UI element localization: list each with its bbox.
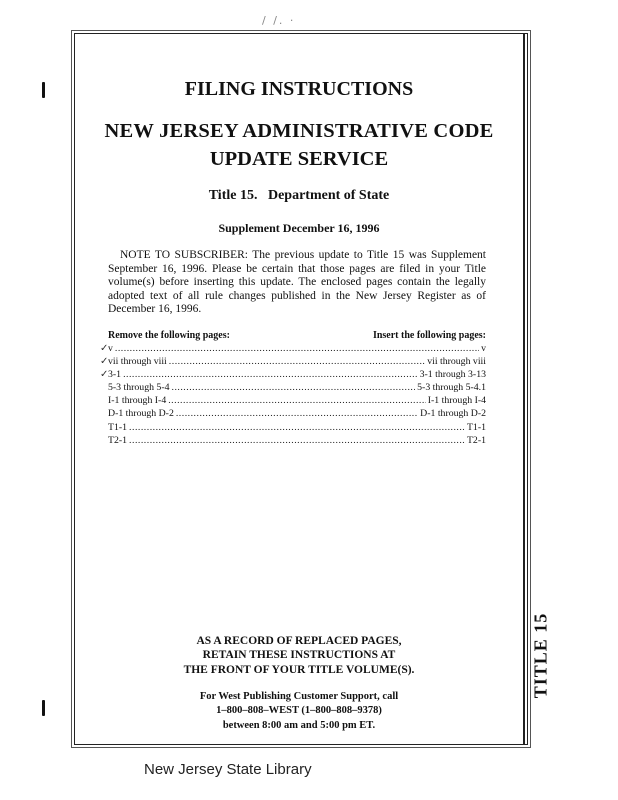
insert-pages: I-1 through I-4 bbox=[427, 395, 486, 407]
insert-pages: vii through viii bbox=[427, 356, 486, 368]
leader-dots bbox=[176, 408, 418, 419]
leader-dots bbox=[129, 435, 465, 446]
list-item bbox=[108, 408, 486, 421]
insert-pages: D-1 through D-2 bbox=[420, 408, 486, 420]
insert-pages: 3-1 through 3-13 bbox=[419, 369, 486, 381]
list-item bbox=[108, 422, 486, 435]
leader-dots bbox=[172, 382, 416, 393]
side-tab-label: TITLE 15 bbox=[530, 612, 551, 698]
support-hours: between 8:00 am and 5:00 pm ET. bbox=[222, 719, 376, 731]
list-item bbox=[100, 369, 486, 382]
list-item bbox=[108, 382, 486, 395]
remove-pages: 5-3 through 5-4 bbox=[108, 382, 170, 394]
subscriber-note bbox=[108, 249, 486, 317]
side-tab bbox=[521, 600, 561, 710]
list-item bbox=[108, 435, 486, 448]
handwritten-scribble: / /. · bbox=[262, 14, 296, 27]
note-line: adopted text of all rule changes published in the New Jersey Register as of bbox=[108, 289, 486, 302]
leader-dots bbox=[169, 356, 425, 367]
title-department: Title 15. Department of State bbox=[208, 188, 390, 203]
code-heading-line-1: NEW JERSEY ADMINISTRATIVE CODE bbox=[104, 120, 494, 142]
note-line: volume(s) before inserting this update. The enclosed pages contain the legally bbox=[108, 276, 486, 289]
record-line: THE FRONT OF YOUR TITLE VOLUME(S). bbox=[183, 663, 415, 676]
list-item bbox=[100, 356, 486, 369]
remove-pages: vii through viii bbox=[108, 356, 167, 368]
page-replacement-list bbox=[100, 330, 486, 448]
record-instructions bbox=[74, 634, 524, 677]
remove-pages: v bbox=[108, 343, 113, 354]
record-line: RETAIN THESE INSTRUCTIONS AT bbox=[202, 649, 396, 662]
customer-support bbox=[74, 690, 524, 733]
note-line: NOTE TO SUBSCRIBER: The previous update to Title 15 was Supplement bbox=[120, 249, 486, 261]
record-line: AS A RECORD OF REPLACED PAGES, bbox=[196, 635, 402, 647]
remove-heading: Remove the following pages: bbox=[108, 330, 230, 341]
library-stamp: New Jersey State Library bbox=[144, 761, 312, 778]
remove-pages: I-1 through I-4 bbox=[108, 395, 167, 407]
insert-pages: 5-3 through 5-4.1 bbox=[417, 382, 486, 394]
remove-pages: T2-1 bbox=[108, 434, 128, 446]
code-heading-line-2: UPDATE SERVICE bbox=[209, 148, 389, 170]
remove-pages: D-1 through D-2 bbox=[108, 408, 174, 420]
leader-dots bbox=[115, 343, 479, 354]
check-mark-icon: ✓ bbox=[100, 356, 109, 368]
remove-pages: T1-1 bbox=[108, 421, 128, 433]
list-item bbox=[108, 395, 486, 408]
support-line: For West Publishing Customer Support, call bbox=[199, 691, 399, 702]
list-header bbox=[108, 330, 486, 341]
insert-pages: T2-1 bbox=[466, 434, 486, 446]
leader-dots bbox=[123, 369, 418, 380]
leader-dots bbox=[168, 395, 426, 406]
remove-pages: 3-1 bbox=[108, 369, 122, 381]
note-line: December 16, 1996. bbox=[108, 303, 202, 316]
binder-hole-mark-top bbox=[42, 82, 45, 98]
insert-pages: T1-1 bbox=[466, 421, 486, 433]
support-phone: 1–800–808–WEST (1–800–808–9378) bbox=[216, 705, 382, 717]
check-mark-icon: ✓ bbox=[100, 343, 109, 354]
binder-hole-mark-bottom bbox=[42, 700, 45, 716]
note-line: September 16, 1996. Please be certain that those pages are filed in your Title bbox=[108, 262, 486, 275]
leader-dots bbox=[129, 422, 465, 433]
page-title: FILING INSTRUCTIONS bbox=[184, 78, 414, 100]
insert-heading: Insert the following pages: bbox=[372, 330, 486, 341]
check-mark-icon: ✓ bbox=[100, 369, 109, 381]
insert-pages: v bbox=[481, 343, 486, 354]
supplement-date: Supplement December 16, 1996 bbox=[218, 221, 380, 235]
list-item bbox=[100, 343, 486, 356]
